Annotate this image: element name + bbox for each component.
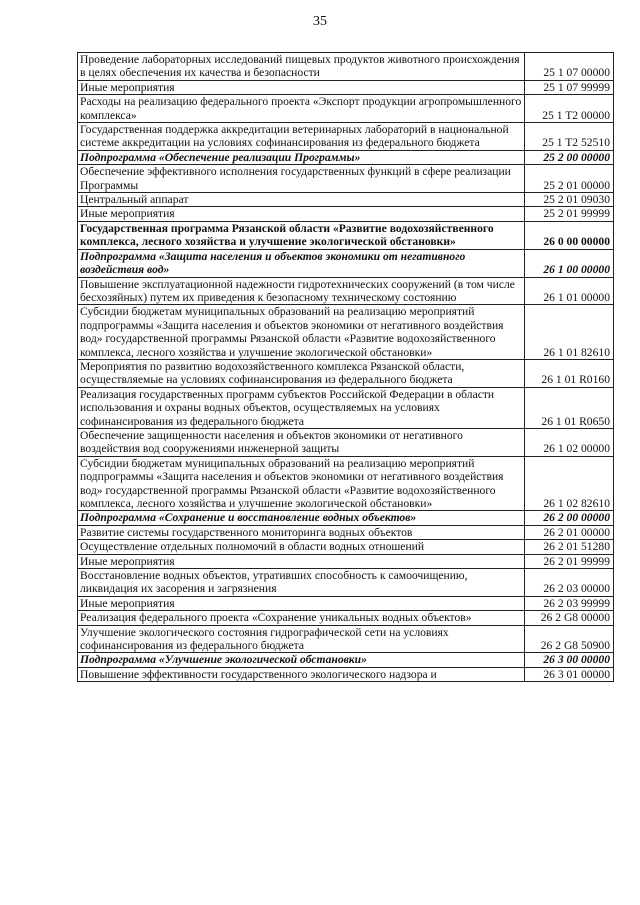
table-row xyxy=(78,207,614,221)
row-code: 25 2 01 09030 xyxy=(525,193,614,207)
row-code: 26 2 00 00000 xyxy=(525,511,614,525)
row-name: Реализация федерального проекта «Сохранение уникальных водных объектов» xyxy=(78,611,525,625)
row-code: 26 1 01 00000 xyxy=(525,277,614,305)
table-row xyxy=(78,123,614,151)
row-name: Проведение лабораторных исследований пищевых продуктов животного происхождения в целях обеспечения их качества и безопасности xyxy=(78,53,525,81)
row-code: 26 2 01 51280 xyxy=(525,540,614,554)
row-code: 25 2 01 00000 xyxy=(525,165,614,193)
table-row xyxy=(78,554,614,568)
row-name: Расходы на реализацию федерального проекта «Экспорт продукции агропромышленного комплекса» xyxy=(78,95,525,123)
row-code: 25 1 T2 52510 xyxy=(525,123,614,151)
subprogram-row xyxy=(78,511,614,525)
row-name: Подпрограмма «Защита населения и объектов экономики от негативного воздействия вод» xyxy=(78,249,525,277)
row-name: Мероприятия по развитию водохозяйственного комплекса Рязанской области, осуществляемые на условиях софинансирования из федерального бюджета xyxy=(78,359,525,387)
row-code: 26 1 01 82610 xyxy=(525,305,614,360)
table-row xyxy=(78,596,614,610)
row-code: 25 2 00 00000 xyxy=(525,150,614,164)
row-name: Улучшение экологического состояния гидрографической сети на условиях софинансирования из федерального бюджета xyxy=(78,625,525,653)
table-row xyxy=(78,611,614,625)
subprogram-row xyxy=(78,150,614,164)
row-code: 25 1 T2 00000 xyxy=(525,95,614,123)
row-name: Подпрограмма «Сохранение и восстановление водных объектов» xyxy=(78,511,525,525)
row-name: Реализация государственных программ субъектов Российской Федерации в области использования и охраны водных объектов, осуществляемых на условиях софинансирования из федерального бюджета xyxy=(78,387,525,428)
row-code: 25 1 07 00000 xyxy=(525,53,614,81)
row-code: 26 1 02 00000 xyxy=(525,428,614,456)
row-name: Центральный аппарат xyxy=(78,193,525,207)
row-name: Государственная программа Рязанской области «Развитие водохозяйственного комплекса, лесного хозяйства и улучшение экологической обстановки» xyxy=(78,221,525,249)
table-body xyxy=(78,53,614,682)
budget-classification-table xyxy=(77,52,614,682)
row-code: 26 2 01 00000 xyxy=(525,525,614,539)
row-code: 26 2 01 99999 xyxy=(525,554,614,568)
table-row xyxy=(78,359,614,387)
table-row xyxy=(78,428,614,456)
row-code: 26 1 01 R0160 xyxy=(525,359,614,387)
row-name: Повышение эксплуатационной надежности гидротехнических сооружений (в том числе бесхозяйных) путем их приведения к безопасному техническому состоянию xyxy=(78,277,525,305)
row-name: Обеспечение защищенности населения и объектов экономики от негативного воздействия вод сооружениями инженерной защиты xyxy=(78,428,525,456)
row-name: Развитие системы государственного мониторинга водных объектов xyxy=(78,525,525,539)
row-name: Восстановление водных объектов, утративших способность к самоочищению, ликвидация их засорения и загрязнения xyxy=(78,569,525,597)
row-name: Обеспечение эффективного исполнения государственных функций в сфере реализации Программы xyxy=(78,165,525,193)
table-row xyxy=(78,193,614,207)
page-number: 35 xyxy=(313,14,327,29)
row-name: Иные мероприятия xyxy=(78,80,525,94)
row-code: 26 2 03 99999 xyxy=(525,596,614,610)
row-name: Осуществление отдельных полномочий в области водных отношений xyxy=(78,540,525,554)
row-name: Подпрограмма «Обеспечение реализации Программы» xyxy=(78,150,525,164)
table-row xyxy=(78,53,614,81)
row-code: 25 2 01 99999 xyxy=(525,207,614,221)
table-row xyxy=(78,540,614,554)
row-code: 25 1 07 99999 xyxy=(525,80,614,94)
row-code: 26 2 G8 50900 xyxy=(525,625,614,653)
subprogram-row xyxy=(78,249,614,277)
row-code: 26 2 G8 00000 xyxy=(525,611,614,625)
row-code: 26 0 00 00000 xyxy=(525,221,614,249)
table-row xyxy=(78,165,614,193)
table-row xyxy=(78,625,614,653)
table-row xyxy=(78,569,614,597)
program-row xyxy=(78,221,614,249)
row-name: Иные мероприятия xyxy=(78,554,525,568)
subprogram-row xyxy=(78,653,614,667)
row-code: 26 3 01 00000 xyxy=(525,667,614,681)
row-code: 26 1 01 R0650 xyxy=(525,387,614,428)
table-row xyxy=(78,305,614,360)
row-code: 26 1 02 82610 xyxy=(525,456,614,511)
row-code: 26 3 00 00000 xyxy=(525,653,614,667)
table-row xyxy=(78,95,614,123)
row-name: Подпрограмма «Улучшение экологической обстановки» xyxy=(78,653,525,667)
row-name: Иные мероприятия xyxy=(78,207,525,221)
row-code: 26 1 00 00000 xyxy=(525,249,614,277)
table-row xyxy=(78,387,614,428)
row-name: Иные мероприятия xyxy=(78,596,525,610)
table-row xyxy=(78,456,614,511)
table-row xyxy=(78,80,614,94)
row-name: Повышение эффективности государственного экологического надзора и xyxy=(78,667,525,681)
row-name: Субсидии бюджетам муниципальных образований на реализацию мероприятий подпрограммы «Защита населения и объектов экономики от негативного воздействия вод» государственной программы Рязанской области «Развитие водохозяйственного комплекса, лесного хозяйства и улучшение экологической обстановки» xyxy=(78,305,525,360)
table-row xyxy=(78,525,614,539)
table-row xyxy=(78,277,614,305)
table-row xyxy=(78,667,614,681)
row-name: Государственная поддержка аккредитации ветеринарных лабораторий в национальной системе аккредитации на условиях софинансирования из федерального бюджета xyxy=(78,123,525,151)
row-name: Субсидии бюджетам муниципальных образований на реализацию мероприятий подпрограммы «Защита населения и объектов экономики от негативного воздействия вод» государственной программы Рязанской области «Развитие водохозяйственного комплекса, лесного хозяйства и улучшение экологической обстановки» xyxy=(78,456,525,511)
row-code: 26 2 03 00000 xyxy=(525,569,614,597)
